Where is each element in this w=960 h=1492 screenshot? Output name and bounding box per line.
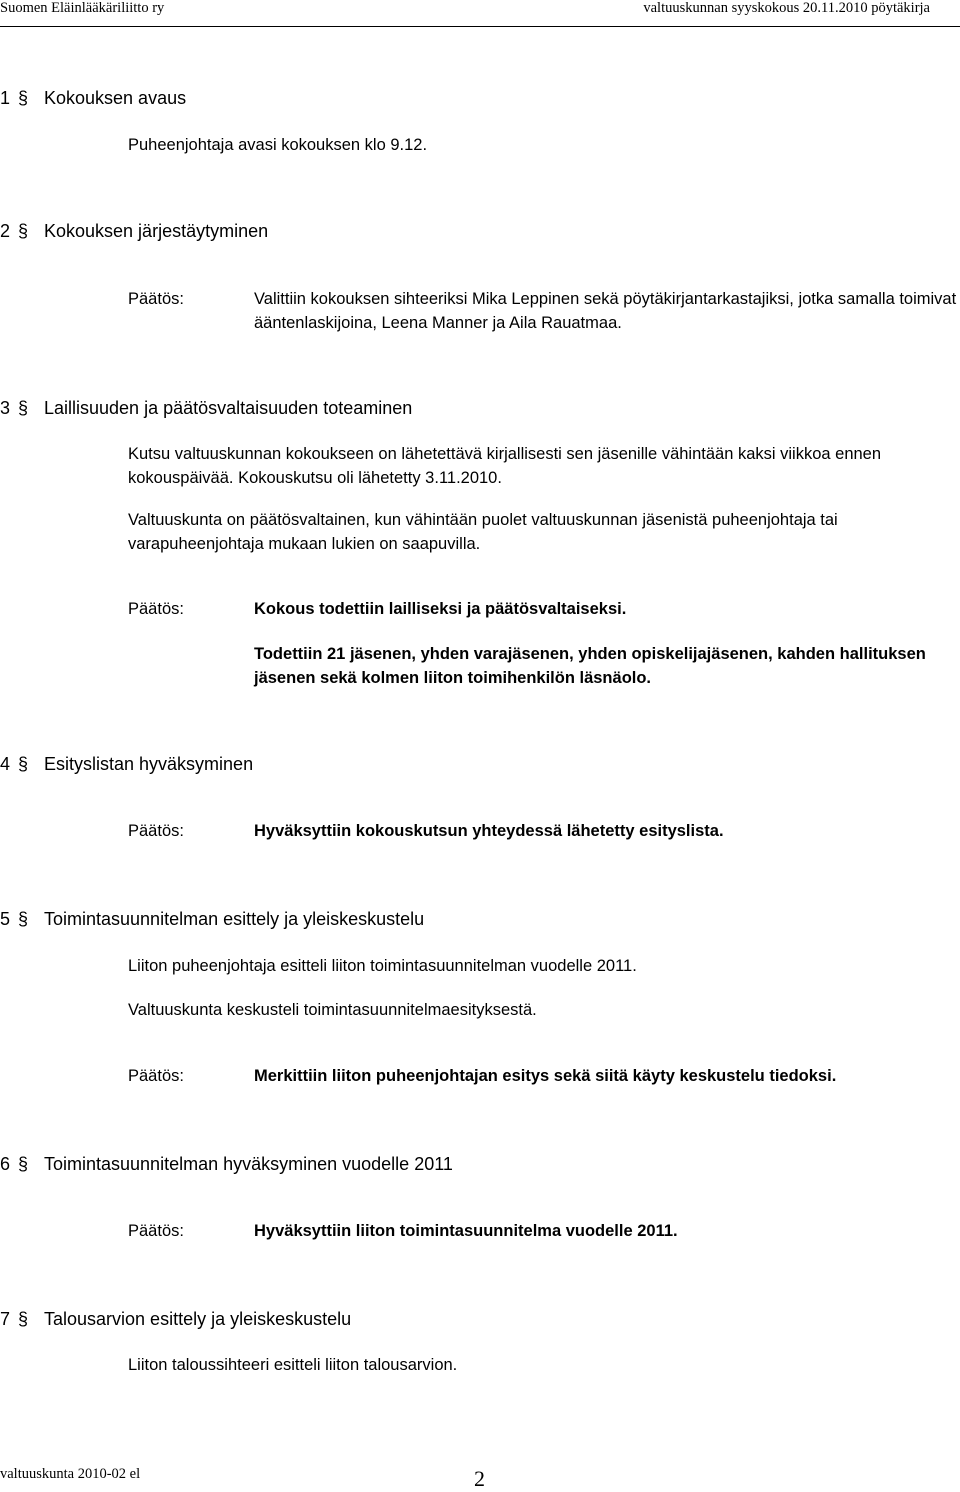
section-heading-7 [0, 1309, 351, 1330]
section-heading-2 [0, 221, 268, 242]
section-number: 5 [0, 909, 11, 929]
section-sign: § [18, 398, 29, 418]
decision-label: Päätös: [128, 1222, 184, 1240]
section-number: 6 [0, 1154, 11, 1174]
decision-label: Päätös: [128, 600, 184, 618]
decision-label: Päätös: [128, 290, 184, 308]
page-header [0, 0, 960, 27]
section-heading-6 [0, 1154, 453, 1175]
section-3-paragraph-1: Kutsu valtuuskunnan kokoukseen on lähetettävä kirjallisesti sen jäsenille vähintään kaksi viikkoa ennen kokouspäivää. Kokouskutsu oli lähetetty 3.11.2010. [128, 445, 882, 487]
section-sign: § [18, 1154, 29, 1174]
section-number: 2 [0, 221, 11, 241]
section-number: 4 [0, 754, 11, 774]
section-title: Esityslistan hyväksyminen [44, 754, 254, 774]
section-heading-3 [0, 398, 412, 419]
section-3-paragraph-2: Valtuuskunta on päätösvaltainen, kun vähintään puolet valtuuskunnan jäsenistä puheenjohtaja tai varapuheenjohtaja mukaan lukien on saapuvilla. [128, 511, 838, 553]
decision-label: Päätös: [128, 822, 184, 840]
section-4-decision: Hyväksyttiin kokouskutsun yhteydessä lähetetty esityslista. [254, 822, 724, 840]
header-organization: Suomen Eläinlääkäriliitto ry [0, 0, 165, 16]
section-2-decision: Valittiin kokouksen sihteeriksi Mika Leppinen sekä pöytäkirjantarkastajiksi, jotka samalla toimivat ääntenlaskijoina, Leena Manner ja Aila Rauatmaa. [254, 290, 957, 332]
section-5-paragraph-1: Liiton puheenjohtaja esitteli liiton toimintasuunnitelman vuodelle 2011. [128, 957, 637, 975]
section-heading-4 [0, 754, 253, 775]
section-heading-1 [0, 88, 186, 109]
section-3-decision-1: Kokous todettiin lailliseksi ja päätösvaltaiseksi. [254, 600, 627, 618]
section-title: Laillisuuden ja päätösvaltaisuuden toteaminen [44, 398, 413, 418]
section-title: Kokouksen avaus [44, 88, 187, 108]
footer-document-code: valtuuskunta 2010-02 el [0, 1466, 141, 1482]
section-sign: § [18, 754, 29, 774]
section-7-paragraph: Liiton taloussihteeri esitteli liiton talousarvion. [128, 1356, 458, 1374]
section-title: Toimintasuunnitelman hyväksyminen vuodelle 2011 [44, 1154, 453, 1174]
section-6-decision: Hyväksyttiin liiton toimintasuunnitelma vuodelle 2011. [254, 1222, 678, 1240]
page-number: 2 [474, 1466, 485, 1491]
section-number: 1 [0, 88, 11, 108]
section-title: Talousarvion esittely ja yleiskeskustelu [44, 1309, 352, 1329]
decision-label: Päätös: [128, 1067, 184, 1085]
section-sign: § [18, 1309, 29, 1329]
section-title: Kokouksen järjestäytyminen [44, 221, 269, 241]
section-number: 7 [0, 1309, 11, 1329]
section-sign: § [18, 221, 29, 241]
section-sign: § [18, 909, 29, 929]
section-number: 3 [0, 398, 11, 418]
section-1-paragraph: Puheenjohtaja avasi kokouksen klo 9.12. [128, 136, 428, 154]
section-heading-5 [0, 909, 424, 930]
section-3-decision-2: Todettiin 21 jäsenen, yhden varajäsenen, yhden opiskelijajäsenen, kahden hallituksen jäsenen sekä kolmen liiton toimihenkilön läsnäolo. [254, 645, 926, 687]
header-document-title: valtuuskunnan syyskokous 20.11.2010 pöytäkirja [643, 0, 930, 16]
section-5-decision: Merkittiin liiton puheenjohtajan esitys sekä siitä käyty keskustelu tiedoksi. [254, 1067, 837, 1085]
section-5-paragraph-2: Valtuuskunta keskusteli toimintasuunnitelmaesityksestä. [128, 1001, 537, 1019]
section-sign: § [18, 88, 29, 108]
section-title: Toimintasuunnitelman esittely ja yleiskeskustelu [44, 909, 425, 929]
